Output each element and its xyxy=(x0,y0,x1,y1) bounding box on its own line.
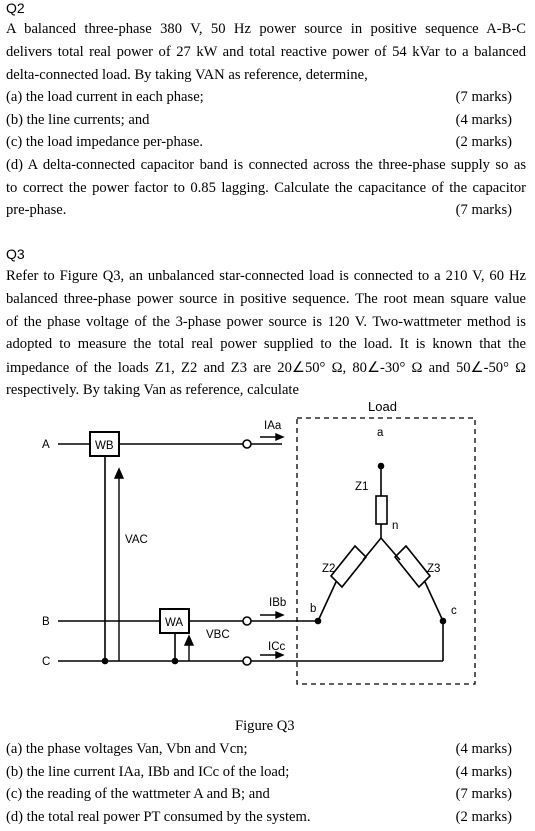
z3-label: Z3 xyxy=(427,563,441,575)
q3-part-d-marks: (2 marks) xyxy=(455,809,512,825)
q3-part-a-text: (a) the phase voltages Van, Vbn and Vcn; xyxy=(6,741,248,757)
z2-label: Z2 xyxy=(322,563,336,575)
q2-part-a-text: (a) the load current in each phase; xyxy=(6,89,204,105)
z2-resistor xyxy=(331,546,366,587)
load-label: Load xyxy=(368,399,397,414)
wire-z3-to-c xyxy=(425,582,443,621)
q3-part-b-text: (b) the line current IAa, IBb and ICc of the load; xyxy=(6,764,290,780)
q2-part-a-marks: (7 marks) xyxy=(455,89,512,105)
terminal-c-label: C xyxy=(42,656,51,668)
q2-part-b-text: (b) the line currents; and xyxy=(6,112,150,128)
z1-resistor xyxy=(376,496,387,524)
wattmeter-b-junction-dot xyxy=(102,658,109,665)
current-iaa-label: IAa xyxy=(264,420,282,432)
q3-part-d xyxy=(6,809,526,826)
figure-caption: Figure Q3 xyxy=(235,718,295,734)
q2-part-d-line-1: (d) A delta-connected capacitor band is connected across the three-phase supply so as xyxy=(6,157,526,173)
current-icc-label: ICc xyxy=(268,641,286,653)
q3-part-c-text: (c) the reading of the wattmeter A and B; and xyxy=(6,786,270,802)
wattmeter-a-label: WA xyxy=(165,617,184,629)
wire-z2-to-b xyxy=(318,582,336,621)
terminal-a-node xyxy=(243,440,251,448)
q3-part-b xyxy=(6,764,526,781)
q3-part-c xyxy=(6,786,526,803)
q3-part-a xyxy=(6,741,526,758)
q3-line-1: Refer to Figure Q3, an unbalanced star-connected load is connected to a 210 V, 60 Hz xyxy=(6,268,526,284)
q2-part-d-line-2: to correct the power factor to 0.85 lagging. Calculate the capacitance of the capacitor xyxy=(6,180,526,196)
terminal-b-node xyxy=(243,617,251,625)
wattmeter-b-label: WB xyxy=(95,440,114,452)
vac-arrow-head xyxy=(115,469,123,478)
z3-resistor xyxy=(395,546,430,587)
q3-line-2: balanced three-phase power source in positive sequence. The root mean square value xyxy=(6,291,526,307)
terminal-a-label: A xyxy=(42,439,50,451)
node-a-dot xyxy=(378,463,385,470)
vac-label: VAC xyxy=(125,534,148,546)
q2-line-2: delivers total real power of 27 kW and total reactive power of 54 kVar to a balanced xyxy=(6,44,526,60)
q3-heading: Q3 xyxy=(6,246,25,262)
node-c-dot xyxy=(440,618,447,625)
q2-part-c-text: (c) the load impedance per-phase. xyxy=(6,134,204,150)
node-c-label: c xyxy=(451,605,457,617)
q2-part-b-marks: (4 marks) xyxy=(455,112,512,128)
current-ibb-label: IBb xyxy=(269,597,287,609)
node-n-label: n xyxy=(392,520,399,532)
node-a-label: a xyxy=(377,427,384,439)
q3-line-5: impedance of the loads Z1, Z2 and Z3 are 20∠50° Ω, 80∠-30° Ω and 50∠-50° Ω xyxy=(6,360,526,376)
q3-line-6: respectively. By taking Van as reference, calculate xyxy=(6,382,299,398)
node-b-label: b xyxy=(310,603,317,615)
terminal-b-label: B xyxy=(42,616,50,628)
q3-part-a-marks: (4 marks) xyxy=(455,741,512,757)
q3-part-b-marks: (4 marks) xyxy=(455,764,512,780)
current-arrow-iaa-head xyxy=(276,434,283,440)
q2-part-d-last-text: pre-phase. xyxy=(6,202,67,218)
q3-part-c-marks: (7 marks) xyxy=(455,786,512,802)
vbc-label: VBC xyxy=(206,629,230,641)
z1-label: Z1 xyxy=(355,481,369,493)
current-arrow-ibb-head xyxy=(276,612,283,618)
q2-heading: Q2 xyxy=(6,0,25,16)
q2-part-c-marks: (2 marks) xyxy=(455,134,512,150)
q3-line-3: of the phase voltage of the 3-phase power source is 120 V. Two-wattmeter method is xyxy=(6,314,526,330)
terminal-c-node xyxy=(243,657,251,665)
q3-line-4: adopted to measure the total real power supplied to the load. It is known that the xyxy=(6,336,526,352)
wire-n-to-z3 xyxy=(381,538,400,560)
load-box xyxy=(297,418,475,684)
wattmeter-a-junction-dot xyxy=(172,658,179,665)
q2-part-d-marks: (7 marks) xyxy=(455,202,512,218)
q3-part-d-text: (d) the total real power PT consumed by the system. xyxy=(6,809,311,825)
q2-line-1: A balanced three-phase 380 V, 50 Hz power source in positive sequence A-B-C xyxy=(6,21,526,37)
q2-line-3: delta-connected load. By taking VAN as reference, determine, xyxy=(6,67,368,83)
node-b-dot xyxy=(315,618,322,625)
vbc-arrow-head xyxy=(185,636,193,645)
